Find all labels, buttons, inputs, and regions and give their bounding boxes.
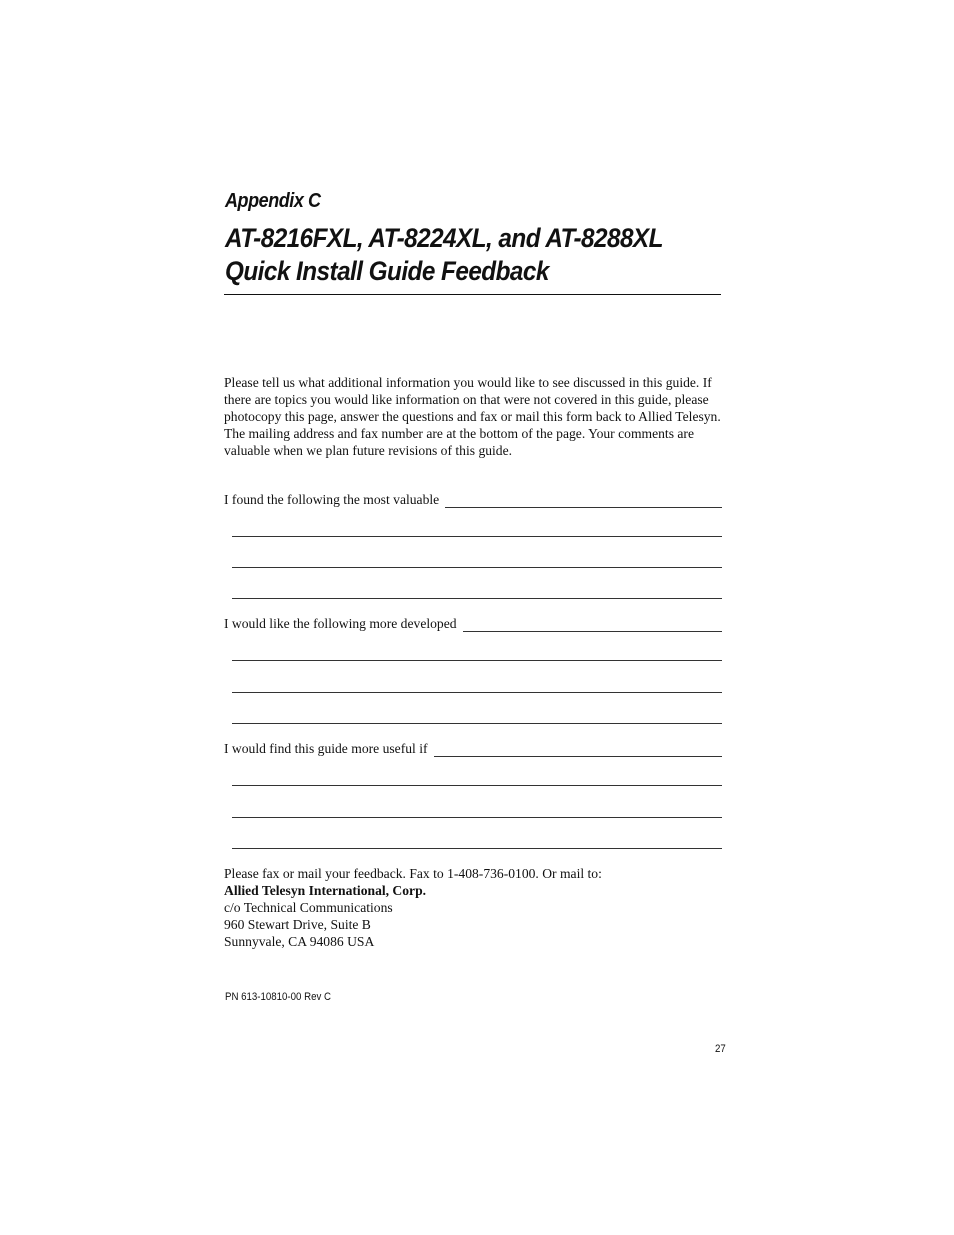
answer-line[interactable] — [232, 598, 722, 599]
answer-line[interactable] — [232, 817, 722, 818]
answer-line[interactable] — [232, 692, 722, 693]
appendix-label: Appendix C — [225, 190, 321, 212]
answer-line[interactable] — [232, 536, 722, 537]
address-line: Sunnyvale, CA 94086 USA — [224, 934, 375, 949]
part-number: PN 613-10810-00 Rev C — [225, 991, 332, 1003]
contact-block — [224, 865, 724, 950]
title-divider — [224, 294, 721, 295]
page-title-line-2: Quick Install Guide Feedback — [225, 256, 549, 286]
question-more-useful-label: I would find this guide more useful if — [224, 741, 428, 756]
contact-instruction: Please fax or mail your feedback. Fax to 1-408-736-0100. Or mail to: — [224, 866, 602, 881]
question-more-developed — [224, 615, 722, 632]
answer-line[interactable] — [232, 567, 722, 568]
page-title-line-1: AT-8216FXL, AT-8224XL, and AT-8288XL — [225, 223, 663, 253]
question-valuable — [224, 491, 722, 508]
question-more-developed-answer-line[interactable] — [463, 620, 722, 632]
question-valuable-label: I found the following the most valuable — [224, 492, 440, 507]
company-name: Allied Telesyn International, Corp. — [224, 883, 427, 898]
question-valuable-answer-line[interactable] — [445, 496, 722, 508]
page-number: 27 — [715, 1043, 726, 1055]
address-line: 960 Stewart Drive, Suite B — [224, 917, 371, 932]
question-more-useful — [224, 740, 722, 757]
answer-line[interactable] — [232, 723, 722, 724]
page-title — [225, 222, 663, 288]
intro-paragraph: Please tell us what additional information you would like to see discussed in this guide. If there are topics you would like information on that were not covered in this guide, please photocopy this page, answer the questions and fax or mail this form back to Allied Telesyn. The mailing address and fax number are at the bottom of the page. Your comments are valuable when we plan future revisions of this guide. — [224, 375, 721, 458]
question-more-developed-label: I would like the following more developed — [224, 616, 457, 631]
question-more-useful-answer-line[interactable] — [434, 745, 723, 757]
answer-line[interactable] — [232, 660, 722, 661]
address-line: c/o Technical Communications — [224, 900, 393, 915]
answer-line[interactable] — [232, 848, 722, 849]
answer-line[interactable] — [232, 785, 722, 786]
